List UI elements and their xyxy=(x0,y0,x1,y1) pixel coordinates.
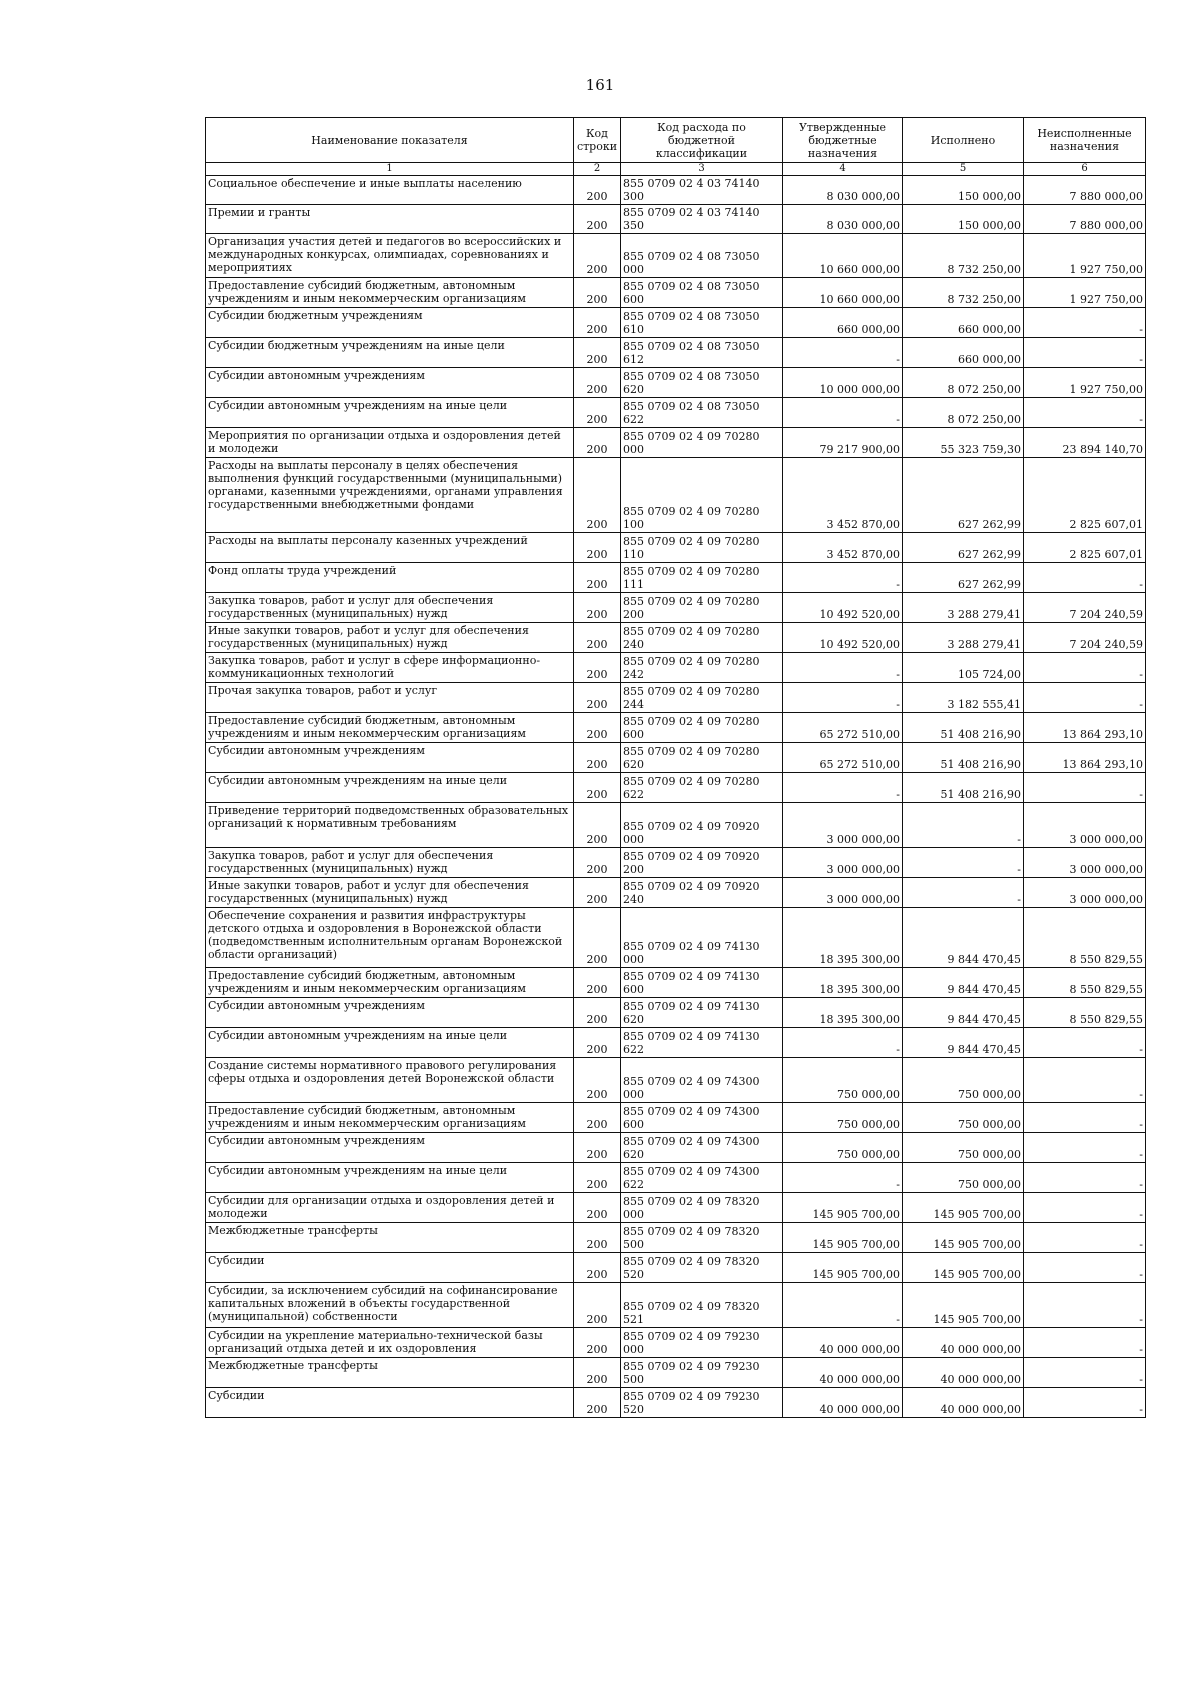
row-name: Межбюджетные трансферты xyxy=(206,1223,574,1253)
header-unexecuted: Неисполненные назначения xyxy=(1024,118,1146,163)
row-classification-code: 855 0709 02 4 09 79230 000 xyxy=(621,1328,783,1358)
table-row xyxy=(206,653,1146,683)
column-number: 6 xyxy=(1024,163,1146,176)
row-name: Приведение территорий подведомственных образовательных организаций к нормативным требованиям xyxy=(206,803,574,848)
row-unexecuted-amount: 13 864 293,10 xyxy=(1024,713,1146,743)
table-row xyxy=(206,1358,1146,1388)
row-name: Субсидии на укрепление материально-технической базы организаций отдыха детей и их оздоровления xyxy=(206,1328,574,1358)
row-code: 200 xyxy=(574,338,621,368)
row-approved-amount: 10 000 000,00 xyxy=(783,368,903,398)
row-unexecuted-amount: - xyxy=(1024,1253,1146,1283)
table-body xyxy=(206,176,1146,1418)
row-code: 200 xyxy=(574,773,621,803)
row-executed-amount: 8 072 250,00 xyxy=(903,368,1024,398)
row-unexecuted-amount: - xyxy=(1024,1193,1146,1223)
row-unexecuted-amount: 7 204 240,59 xyxy=(1024,623,1146,653)
row-unexecuted-amount: - xyxy=(1024,653,1146,683)
row-approved-amount: 750 000,00 xyxy=(783,1058,903,1103)
row-approved-amount: 10 660 000,00 xyxy=(783,278,903,308)
row-executed-amount: 9 844 470,45 xyxy=(903,1028,1024,1058)
table-row xyxy=(206,176,1146,205)
row-unexecuted-amount: 7 880 000,00 xyxy=(1024,176,1146,205)
row-name: Прочая закупка товаров, работ и услуг xyxy=(206,683,574,713)
row-code: 200 xyxy=(574,1358,621,1388)
table-row xyxy=(206,458,1146,533)
table-row xyxy=(206,1193,1146,1223)
row-approved-amount: 145 905 700,00 xyxy=(783,1193,903,1223)
row-name: Расходы на выплаты персоналу в целях обеспечения выполнения функций государственными (муниципальными) органами, казенными учреждениями, органами управления государственными внебюджетными фондами xyxy=(206,458,574,533)
row-code: 200 xyxy=(574,205,621,234)
row-code: 200 xyxy=(574,848,621,878)
table-row xyxy=(206,1283,1146,1328)
row-code: 200 xyxy=(574,653,621,683)
row-code: 200 xyxy=(574,713,621,743)
row-approved-amount: 65 272 510,00 xyxy=(783,743,903,773)
header-classification: Код расхода по бюджетной классификации xyxy=(621,118,783,163)
row-executed-amount: 8 072 250,00 xyxy=(903,398,1024,428)
row-unexecuted-amount: 1 927 750,00 xyxy=(1024,278,1146,308)
row-executed-amount: 51 408 216,90 xyxy=(903,713,1024,743)
table-row xyxy=(206,908,1146,968)
row-unexecuted-amount: 1 927 750,00 xyxy=(1024,234,1146,278)
row-name: Закупка товаров, работ и услуг для обеспечения государственных (муниципальных) нужд xyxy=(206,848,574,878)
row-approved-amount: 10 660 000,00 xyxy=(783,234,903,278)
row-name: Организация участия детей и педагогов во всероссийских и международных конкурсах, олимпиадах, соревнованиях и мероприятиях xyxy=(206,234,574,278)
table-row xyxy=(206,1253,1146,1283)
row-unexecuted-amount: - xyxy=(1024,773,1146,803)
row-classification-code: 855 0709 02 4 08 73050 612 xyxy=(621,338,783,368)
row-unexecuted-amount: 8 550 829,55 xyxy=(1024,998,1146,1028)
table-row xyxy=(206,563,1146,593)
row-executed-amount: 3 288 279,41 xyxy=(903,593,1024,623)
row-classification-code: 855 0709 02 4 09 74130 620 xyxy=(621,998,783,1028)
row-approved-amount: 660 000,00 xyxy=(783,308,903,338)
row-executed-amount: 627 262,99 xyxy=(903,533,1024,563)
row-executed-amount: 51 408 216,90 xyxy=(903,773,1024,803)
row-classification-code: 855 0709 02 4 09 70280 242 xyxy=(621,653,783,683)
row-name: Премии и гранты xyxy=(206,205,574,234)
table-row xyxy=(206,1103,1146,1133)
table-row xyxy=(206,368,1146,398)
row-executed-amount: 55 323 759,30 xyxy=(903,428,1024,458)
row-unexecuted-amount: - xyxy=(1024,1103,1146,1133)
row-unexecuted-amount: 8 550 829,55 xyxy=(1024,968,1146,998)
row-executed-amount: 40 000 000,00 xyxy=(903,1358,1024,1388)
row-unexecuted-amount: 13 864 293,10 xyxy=(1024,743,1146,773)
row-name: Расходы на выплаты персоналу казенных учреждений xyxy=(206,533,574,563)
row-unexecuted-amount: 23 894 140,70 xyxy=(1024,428,1146,458)
row-approved-amount: - xyxy=(783,398,903,428)
row-classification-code: 855 0709 02 4 09 70280 244 xyxy=(621,683,783,713)
row-name: Субсидии бюджетным учреждениям xyxy=(206,308,574,338)
row-unexecuted-amount: - xyxy=(1024,563,1146,593)
table-row xyxy=(206,803,1146,848)
column-number: 3 xyxy=(621,163,783,176)
row-unexecuted-amount: - xyxy=(1024,1358,1146,1388)
row-name: Создание системы нормативного правового регулирования сферы отдыха и оздоровления детей Воронежской области xyxy=(206,1058,574,1103)
table-row xyxy=(206,234,1146,278)
row-classification-code: 855 0709 02 4 08 73050 600 xyxy=(621,278,783,308)
row-code: 200 xyxy=(574,458,621,533)
row-unexecuted-amount: - xyxy=(1024,1223,1146,1253)
table-row xyxy=(206,1388,1146,1418)
row-unexecuted-amount: 7 204 240,59 xyxy=(1024,593,1146,623)
row-executed-amount: 8 732 250,00 xyxy=(903,234,1024,278)
table-row xyxy=(206,308,1146,338)
row-unexecuted-amount: - xyxy=(1024,1388,1146,1418)
row-name: Обеспечение сохранения и развития инфраструктуры детского отдыха и оздоровления в Воронежской области (подведомственным исполнительным органам Воронежской области организаций) xyxy=(206,908,574,968)
row-code: 200 xyxy=(574,878,621,908)
row-name: Субсидии для организации отдыха и оздоровления детей и молодежи xyxy=(206,1193,574,1223)
row-executed-amount: 627 262,99 xyxy=(903,563,1024,593)
row-executed-amount: 750 000,00 xyxy=(903,1133,1024,1163)
row-code: 200 xyxy=(574,368,621,398)
row-approved-amount: 3 452 870,00 xyxy=(783,458,903,533)
row-classification-code: 855 0709 02 4 08 73050 622 xyxy=(621,398,783,428)
row-classification-code: 855 0709 02 4 09 74130 000 xyxy=(621,908,783,968)
table-row xyxy=(206,1058,1146,1103)
table-row xyxy=(206,848,1146,878)
row-unexecuted-amount: - xyxy=(1024,398,1146,428)
row-code: 200 xyxy=(574,563,621,593)
row-approved-amount: - xyxy=(783,1283,903,1328)
row-classification-code: 855 0709 02 4 09 79230 500 xyxy=(621,1358,783,1388)
row-classification-code: 855 0709 02 4 09 74130 622 xyxy=(621,1028,783,1058)
row-executed-amount: 40 000 000,00 xyxy=(903,1388,1024,1418)
row-name: Субсидии бюджетным учреждениям на иные цели xyxy=(206,338,574,368)
row-unexecuted-amount: 1 927 750,00 xyxy=(1024,368,1146,398)
row-name: Предоставление субсидий бюджетным, автономным учреждениям и иным некоммерческим организациям xyxy=(206,1103,574,1133)
row-name: Иные закупки товаров, работ и услуг для обеспечения государственных (муниципальных) нужд xyxy=(206,623,574,653)
table-row xyxy=(206,968,1146,998)
row-executed-amount: 627 262,99 xyxy=(903,458,1024,533)
row-approved-amount: 3 452 870,00 xyxy=(783,533,903,563)
row-code: 200 xyxy=(574,398,621,428)
row-code: 200 xyxy=(574,308,621,338)
row-unexecuted-amount: 2 825 607,01 xyxy=(1024,533,1146,563)
row-classification-code: 855 0709 02 4 09 74300 620 xyxy=(621,1133,783,1163)
table-row xyxy=(206,998,1146,1028)
row-classification-code: 855 0709 02 4 03 74140 350 xyxy=(621,205,783,234)
row-classification-code: 855 0709 02 4 09 74300 622 xyxy=(621,1163,783,1193)
row-unexecuted-amount: 3 000 000,00 xyxy=(1024,848,1146,878)
row-executed-amount: 40 000 000,00 xyxy=(903,1328,1024,1358)
row-name: Субсидии автономным учреждениям на иные цели xyxy=(206,1163,574,1193)
table-row xyxy=(206,623,1146,653)
row-approved-amount: 750 000,00 xyxy=(783,1103,903,1133)
row-code: 200 xyxy=(574,278,621,308)
row-name: Субсидии, за исключением субсидий на софинансирование капитальных вложений в объекты государственной (муниципальной) собственности xyxy=(206,1283,574,1328)
table-row xyxy=(206,1163,1146,1193)
row-executed-amount: 3 288 279,41 xyxy=(903,623,1024,653)
row-classification-code: 855 0709 02 4 09 78320 521 xyxy=(621,1283,783,1328)
page-number: 161 xyxy=(585,76,615,94)
table-row xyxy=(206,878,1146,908)
table-row xyxy=(206,338,1146,368)
row-executed-amount: 150 000,00 xyxy=(903,176,1024,205)
row-code: 200 xyxy=(574,1283,621,1328)
row-approved-amount: - xyxy=(783,653,903,683)
row-classification-code: 855 0709 02 4 09 70280 110 xyxy=(621,533,783,563)
row-code: 200 xyxy=(574,176,621,205)
row-name: Субсидии xyxy=(206,1388,574,1418)
row-unexecuted-amount: - xyxy=(1024,308,1146,338)
row-classification-code: 855 0709 02 4 09 74300 000 xyxy=(621,1058,783,1103)
row-executed-amount: - xyxy=(903,848,1024,878)
row-approved-amount: 8 030 000,00 xyxy=(783,205,903,234)
column-number: 4 xyxy=(783,163,903,176)
row-approved-amount: 40 000 000,00 xyxy=(783,1388,903,1418)
row-code: 200 xyxy=(574,908,621,968)
row-name: Субсидии автономным учреждениям на иные цели xyxy=(206,773,574,803)
row-classification-code: 855 0709 02 4 08 73050 610 xyxy=(621,308,783,338)
row-approved-amount: 65 272 510,00 xyxy=(783,713,903,743)
row-approved-amount: - xyxy=(783,683,903,713)
table-row xyxy=(206,398,1146,428)
row-executed-amount: 660 000,00 xyxy=(903,308,1024,338)
row-unexecuted-amount: - xyxy=(1024,338,1146,368)
row-approved-amount: - xyxy=(783,563,903,593)
row-classification-code: 855 0709 02 4 09 70280 111 xyxy=(621,563,783,593)
table-row xyxy=(206,743,1146,773)
row-classification-code: 855 0709 02 4 09 74300 600 xyxy=(621,1103,783,1133)
row-executed-amount: 145 905 700,00 xyxy=(903,1193,1024,1223)
row-approved-amount: 3 000 000,00 xyxy=(783,803,903,848)
row-executed-amount: 145 905 700,00 xyxy=(903,1253,1024,1283)
row-classification-code: 855 0709 02 4 08 73050 000 xyxy=(621,234,783,278)
row-code: 200 xyxy=(574,1103,621,1133)
column-number: 2 xyxy=(574,163,621,176)
row-name: Предоставление субсидий бюджетным, автономным учреждениям и иным некоммерческим организациям xyxy=(206,278,574,308)
row-code: 200 xyxy=(574,533,621,563)
row-executed-amount: - xyxy=(903,878,1024,908)
row-classification-code: 855 0709 02 4 09 70280 100 xyxy=(621,458,783,533)
row-unexecuted-amount: - xyxy=(1024,1283,1146,1328)
row-executed-amount: 750 000,00 xyxy=(903,1058,1024,1103)
row-name: Закупка товаров, работ и услуг для обеспечения государственных (муниципальных) нужд xyxy=(206,593,574,623)
row-classification-code: 855 0709 02 4 09 70280 200 xyxy=(621,593,783,623)
row-executed-amount: 9 844 470,45 xyxy=(903,908,1024,968)
row-name: Закупка товаров, работ и услуг в сфере информационно-коммуникационных технологий xyxy=(206,653,574,683)
column-number-row xyxy=(206,163,1146,176)
row-name: Субсидии автономным учреждениям на иные цели xyxy=(206,398,574,428)
row-unexecuted-amount: - xyxy=(1024,683,1146,713)
row-code: 200 xyxy=(574,803,621,848)
header-code: Код строки xyxy=(574,118,621,163)
budget-execution-table xyxy=(205,117,1146,1418)
row-approved-amount: 40 000 000,00 xyxy=(783,1358,903,1388)
row-approved-amount: 3 000 000,00 xyxy=(783,878,903,908)
row-classification-code: 855 0709 02 4 09 70280 620 xyxy=(621,743,783,773)
row-approved-amount: - xyxy=(783,773,903,803)
row-code: 200 xyxy=(574,593,621,623)
row-classification-code: 855 0709 02 4 09 70920 200 xyxy=(621,848,783,878)
row-code: 200 xyxy=(574,1058,621,1103)
row-name: Субсидии автономным учреждениям xyxy=(206,1133,574,1163)
table-row xyxy=(206,278,1146,308)
row-executed-amount: 150 000,00 xyxy=(903,205,1024,234)
row-unexecuted-amount: 2 825 607,01 xyxy=(1024,458,1146,533)
row-unexecuted-amount: - xyxy=(1024,1028,1146,1058)
row-executed-amount: 9 844 470,45 xyxy=(903,998,1024,1028)
row-name: Иные закупки товаров, работ и услуг для обеспечения государственных (муниципальных) нужд xyxy=(206,878,574,908)
row-unexecuted-amount: - xyxy=(1024,1328,1146,1358)
row-code: 200 xyxy=(574,1193,621,1223)
row-executed-amount: 105 724,00 xyxy=(903,653,1024,683)
row-approved-amount: 40 000 000,00 xyxy=(783,1328,903,1358)
table-header-row xyxy=(206,118,1146,163)
row-classification-code: 855 0709 02 4 09 78320 520 xyxy=(621,1253,783,1283)
row-code: 200 xyxy=(574,234,621,278)
row-name: Субсидии xyxy=(206,1253,574,1283)
row-unexecuted-amount: - xyxy=(1024,1163,1146,1193)
row-classification-code: 855 0709 02 4 09 70920 240 xyxy=(621,878,783,908)
row-classification-code: 855 0709 02 4 09 78320 500 xyxy=(621,1223,783,1253)
table-row xyxy=(206,533,1146,563)
row-code: 200 xyxy=(574,968,621,998)
column-number: 1 xyxy=(206,163,574,176)
row-approved-amount: 79 217 900,00 xyxy=(783,428,903,458)
row-approved-amount: - xyxy=(783,1028,903,1058)
row-code: 200 xyxy=(574,1133,621,1163)
row-executed-amount: 145 905 700,00 xyxy=(903,1283,1024,1328)
row-unexecuted-amount: - xyxy=(1024,1133,1146,1163)
row-executed-amount: 51 408 216,90 xyxy=(903,743,1024,773)
row-code: 200 xyxy=(574,1223,621,1253)
row-unexecuted-amount: - xyxy=(1024,1058,1146,1103)
row-classification-code: 855 0709 02 4 08 73050 620 xyxy=(621,368,783,398)
row-approved-amount: 8 030 000,00 xyxy=(783,176,903,205)
row-code: 200 xyxy=(574,1253,621,1283)
row-name: Субсидии автономным учреждениям на иные цели xyxy=(206,1028,574,1058)
row-code: 200 xyxy=(574,428,621,458)
row-approved-amount: 145 905 700,00 xyxy=(783,1253,903,1283)
row-name: Предоставление субсидий бюджетным, автономным учреждениям и иным некоммерческим организациям xyxy=(206,713,574,743)
row-approved-amount: 750 000,00 xyxy=(783,1133,903,1163)
row-classification-code: 855 0709 02 4 09 70280 622 xyxy=(621,773,783,803)
row-code: 200 xyxy=(574,623,621,653)
row-name: Предоставление субсидий бюджетным, автономным учреждениям и иным некоммерческим организациям xyxy=(206,968,574,998)
row-classification-code: 855 0709 02 4 09 70920 000 xyxy=(621,803,783,848)
row-classification-code: 855 0709 02 4 09 70280 240 xyxy=(621,623,783,653)
row-executed-amount: 660 000,00 xyxy=(903,338,1024,368)
row-unexecuted-amount: 3 000 000,00 xyxy=(1024,878,1146,908)
row-code: 200 xyxy=(574,743,621,773)
row-code: 200 xyxy=(574,998,621,1028)
row-approved-amount: - xyxy=(783,338,903,368)
row-approved-amount: 18 395 300,00 xyxy=(783,998,903,1028)
row-classification-code: 855 0709 02 4 09 79230 520 xyxy=(621,1388,783,1418)
row-unexecuted-amount: 8 550 829,55 xyxy=(1024,908,1146,968)
header-executed: Исполнено xyxy=(903,118,1024,163)
table-row xyxy=(206,1223,1146,1253)
row-name: Социальное обеспечение и иные выплаты населению xyxy=(206,176,574,205)
row-executed-amount: 3 182 555,41 xyxy=(903,683,1024,713)
row-approved-amount: 10 492 520,00 xyxy=(783,623,903,653)
row-name: Фонд оплаты труда учреждений xyxy=(206,563,574,593)
row-name: Субсидии автономным учреждениям xyxy=(206,998,574,1028)
row-code: 200 xyxy=(574,1328,621,1358)
row-classification-code: 855 0709 02 4 09 74130 600 xyxy=(621,968,783,998)
row-code: 200 xyxy=(574,683,621,713)
header-approved: Утвержденные бюджетные назначения xyxy=(783,118,903,163)
row-approved-amount: - xyxy=(783,1163,903,1193)
row-code: 200 xyxy=(574,1388,621,1418)
row-code: 200 xyxy=(574,1028,621,1058)
table-row xyxy=(206,205,1146,234)
row-unexecuted-amount: 7 880 000,00 xyxy=(1024,205,1146,234)
row-executed-amount: 750 000,00 xyxy=(903,1163,1024,1193)
row-executed-amount: 750 000,00 xyxy=(903,1103,1024,1133)
row-approved-amount: 3 000 000,00 xyxy=(783,848,903,878)
column-number: 5 xyxy=(903,163,1024,176)
row-name: Межбюджетные трансферты xyxy=(206,1358,574,1388)
table-row xyxy=(206,713,1146,743)
header-name: Наименование показателя xyxy=(206,118,574,163)
row-classification-code: 855 0709 02 4 03 74140 300 xyxy=(621,176,783,205)
table-row xyxy=(206,683,1146,713)
row-unexecuted-amount: 3 000 000,00 xyxy=(1024,803,1146,848)
row-name: Субсидии автономным учреждениям xyxy=(206,743,574,773)
table-row xyxy=(206,1328,1146,1358)
row-name: Субсидии автономным учреждениям xyxy=(206,368,574,398)
table-row xyxy=(206,428,1146,458)
row-executed-amount: - xyxy=(903,803,1024,848)
row-approved-amount: 18 395 300,00 xyxy=(783,968,903,998)
table-row xyxy=(206,1133,1146,1163)
row-approved-amount: 18 395 300,00 xyxy=(783,908,903,968)
row-executed-amount: 145 905 700,00 xyxy=(903,1223,1024,1253)
row-classification-code: 855 0709 02 4 09 78320 000 xyxy=(621,1193,783,1223)
row-classification-code: 855 0709 02 4 09 70280 600 xyxy=(621,713,783,743)
row-executed-amount: 8 732 250,00 xyxy=(903,278,1024,308)
row-name: Мероприятия по организации отдыха и оздоровления детей и молодежи xyxy=(206,428,574,458)
table-row xyxy=(206,773,1146,803)
row-approved-amount: 145 905 700,00 xyxy=(783,1223,903,1253)
table-row xyxy=(206,1028,1146,1058)
row-approved-amount: 10 492 520,00 xyxy=(783,593,903,623)
row-classification-code: 855 0709 02 4 09 70280 000 xyxy=(621,428,783,458)
row-code: 200 xyxy=(574,1163,621,1193)
row-executed-amount: 9 844 470,45 xyxy=(903,968,1024,998)
table-row xyxy=(206,593,1146,623)
